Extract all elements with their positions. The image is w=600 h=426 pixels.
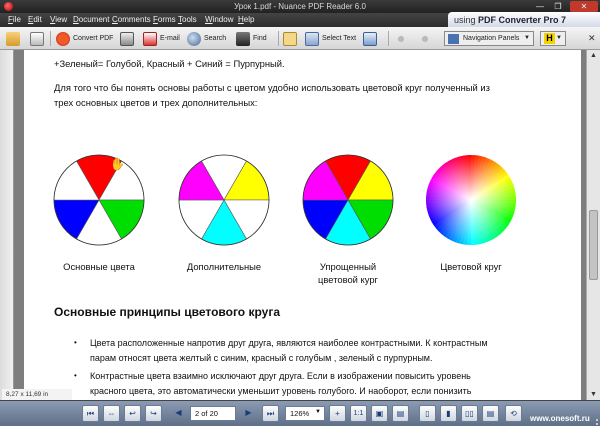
wheel-4-center-fade: [426, 155, 516, 245]
snapshot-icon: [363, 32, 377, 46]
last-page-button[interactable]: ⏭: [262, 405, 279, 422]
menu-file[interactable]: File: [8, 15, 21, 24]
scroll-down-icon[interactable]: ▼: [590, 391, 597, 398]
select-text-label: Select Text: [322, 35, 357, 42]
binoculars-icon: [236, 32, 250, 46]
convert-pdf-button[interactable]: [56, 30, 113, 47]
minimize-button[interactable]: —: [536, 2, 544, 11]
zoom-field[interactable]: [285, 406, 325, 421]
search-icon: [187, 32, 201, 46]
color-wheels: [24, 140, 581, 260]
actual-size-button[interactable]: 1:1: [350, 405, 367, 422]
document-icon: [30, 32, 44, 46]
facing-button[interactable]: ▯▯: [461, 405, 478, 422]
single-page-button[interactable]: ▯: [419, 405, 436, 422]
convert-icon: [56, 32, 70, 46]
bullet-2-line1: Контрастные цвета взаимно исключают друг друга. Если в изображении повысить уровень: [90, 371, 471, 381]
wheel-label-full: Цветовой круг: [440, 261, 502, 272]
convert-pdf-label: Convert PDF: [73, 35, 114, 42]
text-line: +Зеленый= Голубой, Красный + Синий = Пурпурный.: [54, 58, 285, 69]
hand-cursor-icon: ✋: [110, 157, 125, 171]
pdf-converter-promo[interactable]: [448, 12, 600, 28]
next-page-icon[interactable]: ▶: [245, 408, 252, 417]
menu-help[interactable]: Help: [238, 15, 255, 24]
wheel-label-secondary: Дополнительные: [186, 261, 262, 272]
main-toolbar: [0, 27, 600, 50]
email-icon: [143, 32, 157, 46]
search-button[interactable]: [187, 30, 226, 47]
select-text-button[interactable]: [305, 30, 356, 47]
snapshot-button[interactable]: [363, 30, 380, 47]
navigation-side-strip[interactable]: [0, 50, 14, 400]
bullet-icon: •: [74, 371, 77, 380]
back-button[interactable]: ↩: [124, 405, 141, 422]
print-small-button[interactable]: [30, 30, 47, 47]
toolbar-separator: [50, 31, 51, 46]
redo-icon: [418, 32, 432, 46]
pdf-page: [24, 50, 581, 400]
menu-edit[interactable]: Edit: [28, 15, 42, 24]
page-size-readout: 8,27 x 11,69 in: [2, 389, 72, 400]
resize-grip-icon[interactable]: [594, 419, 598, 425]
print-button[interactable]: [120, 30, 137, 47]
toolbar-separator: [278, 31, 279, 46]
bullet-2-line2: красного цвета, это автоматически уменьшит уровень голубого. И наоборот, если понизить: [90, 386, 472, 396]
redo-button[interactable]: [418, 30, 435, 47]
section-heading: Основные принципы цветового круга: [54, 305, 280, 319]
bullet-icon: •: [74, 338, 77, 347]
toolbar-separator: [388, 31, 389, 46]
scroll-up-icon[interactable]: ▲: [590, 52, 597, 59]
zoom-value: 126%: [290, 409, 310, 418]
search-label: Search: [204, 35, 227, 42]
zoom-in-button[interactable]: +: [329, 405, 346, 422]
hand-icon: [283, 32, 297, 46]
menu-window[interactable]: Window: [205, 15, 234, 24]
find-button[interactable]: [236, 30, 267, 47]
watermark: www.onesoft.ru: [530, 414, 590, 423]
folder-icon: [6, 32, 20, 46]
undo-icon: [394, 32, 408, 46]
printer-icon: [120, 32, 134, 46]
prev-page-icon[interactable]: ◀: [175, 408, 182, 417]
text-line: трех основных цветов и трех дополнительных:: [54, 97, 258, 108]
fit-width-button[interactable]: ⇔: [103, 405, 120, 422]
hand-tool-button[interactable]: [283, 30, 300, 47]
email-button[interactable]: [143, 30, 180, 47]
maximize-button[interactable]: ❐: [554, 2, 562, 11]
email-label: E-mail: [160, 35, 180, 42]
navigation-panels-label: Navigation Panels: [463, 35, 520, 42]
wheel-label-simplified-line2: цветовой кург: [318, 274, 378, 285]
wheel-label-primary: Основные цвета: [63, 261, 135, 272]
fit-page-button[interactable]: ▣: [371, 405, 388, 422]
undo-button[interactable]: [394, 30, 411, 47]
continuous-button[interactable]: ▮: [440, 405, 457, 422]
window-title: Урок 1.pdf - Nuance PDF Reader 6.0: [234, 2, 366, 11]
page-number-field[interactable]: 2 of 20: [190, 406, 236, 421]
wheel-label-simplified: Упрощенный: [319, 261, 377, 272]
document-viewport: [0, 50, 600, 400]
menu-document[interactable]: Document: [73, 15, 110, 24]
highlight-icon: H: [544, 33, 555, 44]
menu-forms[interactable]: Forms: [153, 15, 176, 24]
highlight-dropdown[interactable]: [540, 31, 566, 46]
promo-product: PDF Converter Pro 7: [478, 15, 567, 25]
fit-visible-button[interactable]: ▤: [392, 405, 409, 422]
panels-icon: [448, 34, 459, 44]
scrollbar-thumb[interactable]: [589, 210, 598, 280]
chevron-down-icon: ▼: [556, 35, 562, 41]
bullet-1-line1: Цвета расположенные напротив друг друга, являются наиболее контрастными. К контрастным: [90, 338, 488, 348]
chevron-down-icon: ▼: [315, 409, 321, 415]
bullet-1-line2: парам относят цвета желтый с синим, красный с голубым , зеленый с пурпурным.: [90, 353, 433, 363]
menu-view[interactable]: View: [50, 15, 68, 24]
forward-button[interactable]: ↪: [145, 405, 162, 422]
vertical-scrollbar[interactable]: [586, 50, 600, 400]
menu-tools[interactable]: Tools: [178, 15, 197, 24]
text-cursor-icon: [305, 32, 319, 46]
continuous-facing-button[interactable]: ▤: [482, 405, 499, 422]
toolbar-close-icon[interactable]: ✕: [588, 33, 596, 43]
open-button[interactable]: [6, 30, 23, 47]
close-button[interactable]: ✕: [570, 1, 598, 12]
navigation-panels-dropdown[interactable]: [444, 31, 534, 46]
promo-prefix: using: [454, 15, 476, 25]
menu-comments[interactable]: Comments: [112, 15, 151, 24]
chevron-down-icon: ▼: [524, 35, 530, 41]
text-line: Для того что бы понять основы работы с цветом удобно использовать цветовой круг полученный из: [54, 82, 490, 93]
find-label: Find: [253, 35, 267, 42]
first-page-button[interactable]: ⏮: [82, 405, 99, 422]
rotate-button[interactable]: ⟲: [505, 405, 522, 422]
